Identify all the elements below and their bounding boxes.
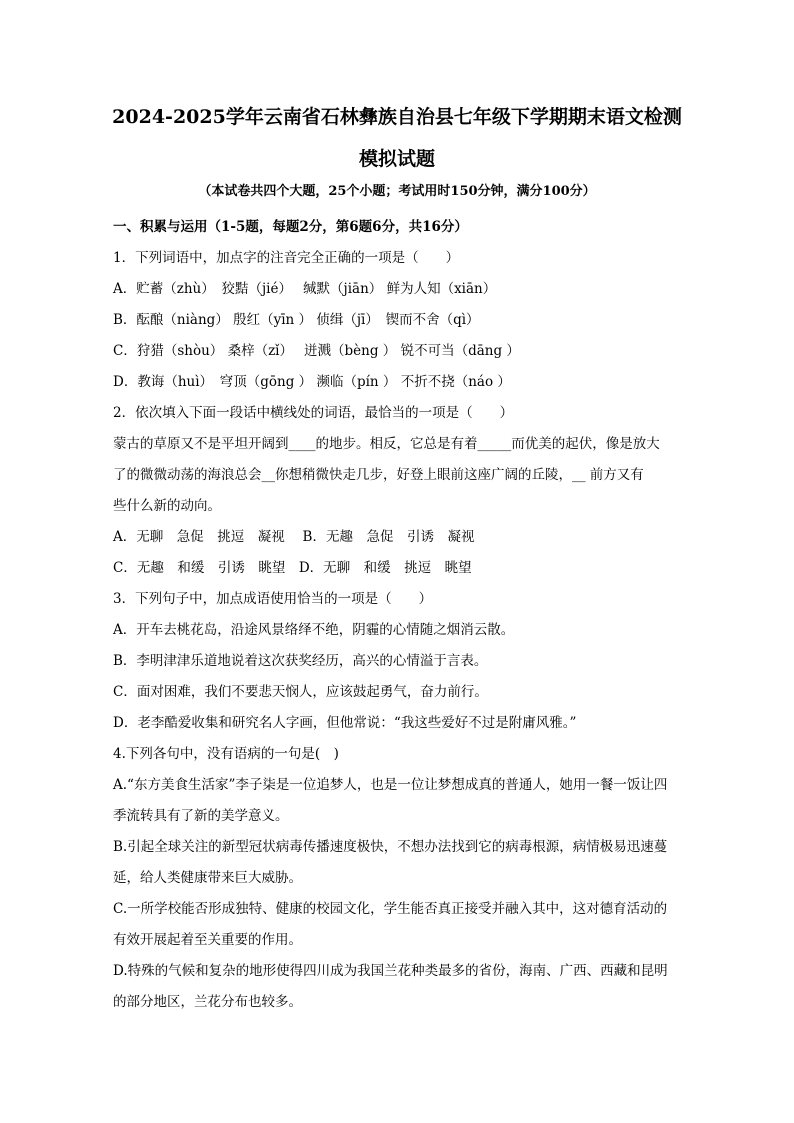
question-1-option-d: D．教诲（huì） 穹顶（gōng ） 濒临（pín ） 不折不挠（náo ） <box>113 374 511 390</box>
document-title-line1: 2024-2025学年云南省石林彝族自治县七年级下学期期末语文检测 <box>112 106 682 128</box>
question-1-stem: 1．下列词语中，加点字的注音完全正确的一项是（ ） <box>113 250 460 266</box>
question-3-option-b: B．李明津津乐道地说着这次获奖经历，高兴的心情溢于言表。 <box>113 653 488 669</box>
question-2-passage-line: 蒙古的草原又不是平坦开阔到____的地步。相反，它总是有着_____而优美的起伏，像是放大 <box>113 436 660 452</box>
question-4-option-c: C.一所学校能否形成独特、健康的校园文化，学生能否真正接受并融入其中，这对德育活动的 <box>113 901 668 917</box>
question-2-passage-line: 了的微微动荡的海浪总会__你想稍微快走几步，好登上眼前这座广阔的丘陵，__ 前方又有 <box>113 467 644 483</box>
question-4-option-d-cont: 的部分地区，兰花分布也较多。 <box>113 994 302 1010</box>
question-2-stem: 2．依次填入下面一段话中横线处的词语，最恰当的一项是（ ） <box>113 405 514 421</box>
question-3-option-d: D．老李酷爱收集和研究名人字画，但他常说：“我这些爱好不过是附庸风雅。” <box>113 715 577 731</box>
question-2-options-cd: C．无趣 和缓 引诱 眺望 D．无聊 和缓 挑逗 眺望 <box>113 560 472 576</box>
question-3-option-c: C．面对困难，我们不要悲天悯人，应该鼓起勇气，奋力前行。 <box>113 684 488 700</box>
question-3-option-a: A．开车去桃花岛，沿途风景络绎不绝，阴霾的心情随之烟消云散。 <box>113 622 515 638</box>
question-4-option-a: A.“东方美食生活家”李子柒是一位追梦人，也是一位让梦想成真的普通人，她用一餐一饭让四 <box>113 777 668 793</box>
exam-note: （本试卷共四个大题，25个小题；考试用时150分钟，满分100分） <box>198 184 596 199</box>
question-1-option-b: B．酝酿（niàng） 殷红（yīn ） 侦缉（jī） 锲而不舍（qì） <box>113 312 480 328</box>
question-4-option-a-cont: 季流转具有了新的美学意义。 <box>113 808 289 824</box>
question-2-passage-line: 些什么新的动向。 <box>113 498 221 514</box>
section-heading: 一、积累与运用（1-5题，每题2分，第6题6分，共16分） <box>113 219 468 235</box>
question-4-option-b: B.引起全球关注的新型冠状病毒传播速度极快，不想办法找到它的病毒根源，病情极易迅速蔓 <box>113 839 668 855</box>
question-4-option-d: D.特殊的气候和复杂的地形使得四川成为我国兰花种类最多的省份，海南、广西、西藏和昆明 <box>113 963 668 979</box>
question-1-option-c: C．狩猎（shòu） 桑梓（zǐ） 迸溅（bèng ） 锐不可当（dāng ） <box>113 343 520 359</box>
question-4-option-c-cont: 有效开展起着至关重要的作用。 <box>113 932 302 948</box>
question-4-stem: 4.下列各句中，没有语病的一句是( ) <box>113 746 339 762</box>
document-body <box>113 212 683 1018</box>
question-1-option-a: A．贮蓄（zhù） 狡黠（jié） 缄默（jiān） 鲜为人知（xiān） <box>113 281 497 297</box>
document-title-line2: 模拟试题 <box>358 148 435 170</box>
question-4-option-b-cont: 延，给人类健康带来巨大威胁。 <box>113 870 302 886</box>
question-3-stem: 3．下列句子中，加点成语使用恰当的一项是（ ） <box>113 591 433 607</box>
question-2-options-ab: A．无聊 急促 挑逗 凝视 B．无趣 急促 引诱 凝视 <box>113 529 475 545</box>
